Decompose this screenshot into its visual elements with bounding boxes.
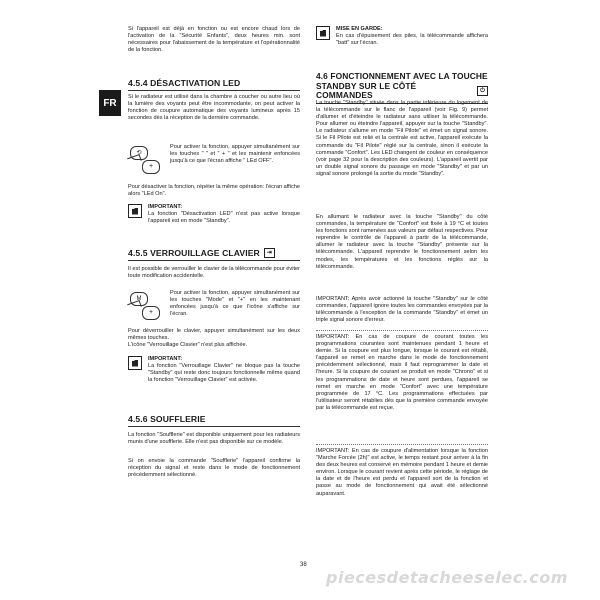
language-tab: FR (99, 90, 121, 116)
standby-paragraph-2: En allumant le radiateur avec la touche "Standby" du côté commandes, la température de "Confort" est fixée à 19 °C et toutes les fonctions sont ramenées aux valeurs par défaut respectives. Pour reprendre le contrôle de l'appareil à partir de la télécommande, allumer le radiateur avec la touche "Standby" présente sur la télécommande. L'appareil reprendre le fonctionnement selon les modes, les températures et les fonctions réglés sur la télécommande. (316, 214, 488, 270)
lock-remote-instruction: Pour activer la fonction, appuyer simultanément sur les touches "Mode" et "+" en les maintenant enfoncées jusqu'à ce que l'icône s'affiche sur l'écran. (170, 290, 300, 318)
section-title-keypad-lock: 4.5.5 VERROUILLAGE CLAVIER ⇥ (128, 248, 300, 261)
lock-paragraph-2: Pour déverrouiller le clavier, appuyer simultanément sur les deux mêmes touches. (128, 328, 300, 342)
hand-warning-icon (128, 356, 142, 370)
section-title-led: 4.5.4 DÉSACTIVATION LED (128, 78, 300, 91)
right-column (316, 26, 488, 556)
led-note-text: La fonction "Désactivation LED" n'est pas active lorsque l'appareil est en mode "Standby". (148, 211, 300, 225)
standby-important: IMPORTANT: Après avoir actionné la touche "Standby" sur le côté commandes, l'appareil ignore toutes les commandes envoyées par la télécommande à l'exception de la commande "Standby" et émet un triple signal sonore d'erreur. (316, 296, 488, 324)
power-cut-important: IMPORTANT: En cas de coupure de courant toutes les programmations courantes sont maintenues pendant 1 heure et demie. Si la coupure est plus longue, lorsque le courant est rétabli, l'appareil se remet en marche dans le mode de fonctionnement précédemment sélectionné, mais il faut reprogrammer la date et l'heure. Si la coupure de courant se produit en mode "Chrono" et si les programmations de date et heure sont perdues, l'appareil se remet en marche en mode "Confort" avec une température programmée de 17 °C. Les programmations effectuées par l'utilisateur seront rétablies dès que la première commande envoyée par la télécommande est reçue. (316, 334, 488, 411)
led-paragraph-1: Si le radiateur est utilisé dans la chambre à coucher ou autre lieu où la lumière des voyants peut être incommodante, on peut activer la fonction de coupure automatique des voyants lumineux après 15 secondes dès la réception de la dernière commande. (128, 94, 300, 122)
lock-paragraph-3: L'icône "Verrouillage Clavier" n'est plus affichée. (128, 342, 248, 349)
watermark: piecesdetacheeselec.com (326, 568, 568, 587)
led-paragraph-2: Pour désactiver la fonction, répéter la même opération: l'écran affiche alors "LEd On". (128, 184, 300, 198)
lock-note-title: IMPORTANT: (148, 356, 183, 362)
blower-paragraph-1: La fonction "Soufflerie" est disponible uniquement pour les radiateurs munis d'une soufflerie. Elle n'est pas disponible sur ce modèle. (128, 432, 300, 446)
warning-text: En cas d'épuisement des piles, la télécommande affichera "batt" sur l'écran. (336, 33, 488, 47)
standby-paragraph-1: La touche "Standby" située dans la partie inférieure du logement de la télécommande sur le flanc de l'appareil (voir Fig. 9) permet d'allumer et d'éteindre le radiateur sans utiliser la télécommande. Pour allumer ou éteindre l'appareil, appuyer sur la touche "Standby". Le radiateur s'allume en mode "Fil Pilote" et émet un signal sonore. Si le Fil Pilote est relié et la centrale est active, l'appareil exécute la commande du "Fil Pilote" réglé sur la centrale, sinon il exécute la commande "Confort". Les LED changent de couleur en conséquence (voir page 32 pour la description des couleurs). L'appareil avertit par un double signal sonore du passage en mode "Standby" et par un signal sonore prolongé la sortie du mode "Standby". (316, 100, 488, 177)
hand-warning-icon (316, 26, 330, 40)
warning-title: MISE EN GARDE: (336, 26, 383, 32)
standby-icon: ⏻ (477, 86, 488, 96)
blower-paragraph-2: Si on envoie la commande "Soufflerie" l'appareil confirme la réception du signal et reste dans le mode de fonctionnement précédemment sélectionné. (128, 458, 300, 479)
forced-mode-important: IMPORTANT: En cas de coupure d'alimentation lorsque la fonction "Marche Forcée (2h)" est active, le temps restant pour arriver à la fin des deux heures est conservé en mémoire pendant 1 heure et demie environ. Lorsque le courant revient après cette période, le réglage de la date et de l'heure est perdu et l'appareil sort de la fonction et passe au mode de fonctionnement qui avait été sélectionné auparavant. (316, 448, 488, 497)
led-note-title: IMPORTANT: (148, 204, 183, 210)
lock-paragraph-1: Il est possible de verrouiller le clavier de la télécommande pour éviter toute modification accidentelle. (128, 266, 300, 280)
section-title-blower: 4.5.6 SOUFFLERIE (128, 414, 300, 427)
section-title-standby: 4.6 FONCTIONNEMENT AVEC LA TOUCHE STANDBY SUR LE CÔTÉ COMMANDES ⏻ (316, 72, 488, 104)
remote-buttons-icon: ⟲ + (128, 144, 164, 176)
lock-arrow-icon: ⇥ (264, 248, 275, 258)
page-number: 38 (300, 562, 307, 568)
left-column (128, 26, 300, 556)
led-remote-instruction: Pour activer la fonction, appuyer simultanément sur les touches " " et " + " et les maintenir enfoncées jusqu'à ce que l'écran affiche " LEd OFF". (170, 144, 300, 165)
remote-mode-plus-icon: M + (128, 290, 164, 322)
hand-warning-icon (128, 204, 142, 218)
intro-paragraph: Si l'appareil est déjà en fonction ou est encore chaud lors de l'activation de la "Sécurité Enfants", deux heures min. sont nécessaires pour l'abaissement de la température et l'opérationnalité de la fonction. (128, 26, 300, 54)
lock-note-text: La fonction "Verrouillage Clavier" ne bloque pas la touche "Standby" qui reste donc toujours fonctionnelle même quand la fonction "Verrouillage Clavier" est activée. (148, 363, 300, 384)
